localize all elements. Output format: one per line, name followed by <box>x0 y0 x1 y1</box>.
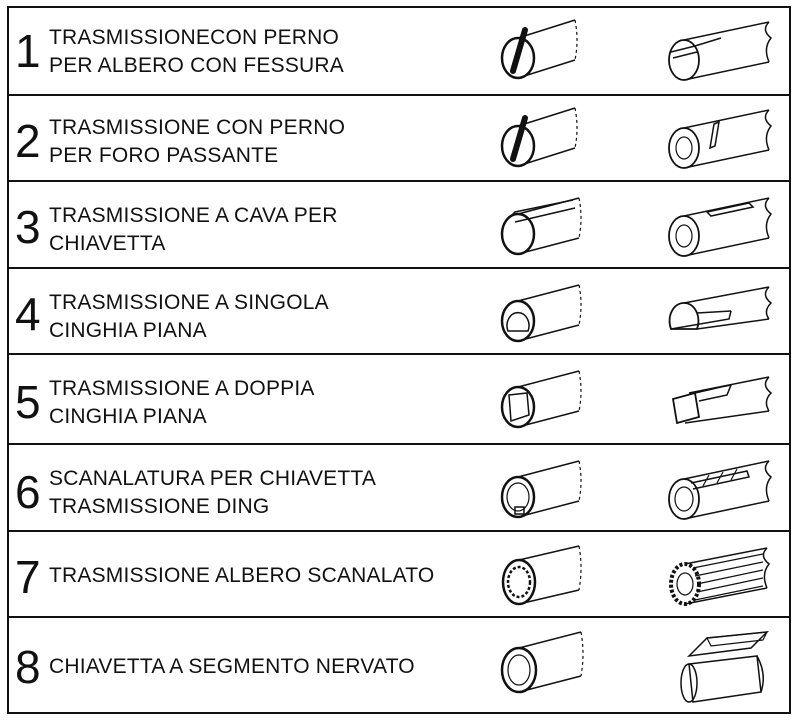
ding-keyway-bore-icon <box>493 445 593 532</box>
table-row <box>9 616 789 712</box>
row-description <box>49 465 376 521</box>
single-flat-shaft-icon <box>659 269 789 355</box>
keyed-shaft-icon <box>659 182 789 269</box>
row-number: 6 <box>15 466 41 518</box>
description-line: TRASMISSIONE ALBERO SCANALATO <box>49 564 435 587</box>
single-flat-bore-icon <box>493 269 593 355</box>
table-row <box>9 443 789 530</box>
description-line: PER ALBERO CON FESSURA <box>49 54 344 77</box>
row-number: 3 <box>15 201 41 253</box>
segment-key-bore-icon <box>493 618 593 714</box>
splined-shaft-icon <box>659 532 789 618</box>
row-description <box>49 114 345 170</box>
description-line: TRASMISSIONE A DOPPIA <box>49 377 315 400</box>
row-description <box>49 289 329 345</box>
description-line: TRASMISSIONE DING <box>49 495 270 518</box>
description-line: TRASMISSIONE A SINGOLA <box>49 291 329 314</box>
row-number: 4 <box>15 288 41 340</box>
row-description <box>49 653 415 681</box>
row-number: 5 <box>15 376 41 428</box>
row-number: 8 <box>15 641 41 693</box>
keyway-bore-icon <box>493 182 593 269</box>
pin-bore-icon <box>493 96 593 182</box>
splined-bore-icon <box>493 532 593 618</box>
description-line: TRASMISSIONE CON PERNO <box>49 116 346 139</box>
description-line: CHIAVETTA <box>49 232 166 255</box>
description-line: PER FORO PASSANTE <box>49 144 279 167</box>
description-line: CHIAVETTA A SEGMENTO NERVATO <box>49 655 415 678</box>
table-row <box>9 180 789 267</box>
table-row <box>9 94 789 180</box>
row-number: 2 <box>15 115 41 167</box>
row-description <box>49 24 344 80</box>
description-line: TRASMISSIONE A CAVA PER <box>49 204 338 227</box>
row-description <box>49 375 315 431</box>
double-flat-shaft-icon <box>659 355 789 445</box>
table-row <box>9 8 789 94</box>
description-line: CINGHIA PIANA <box>49 405 207 428</box>
table-row <box>9 530 789 616</box>
table-row <box>9 353 789 443</box>
description-line: SCANALATURA PER CHIAVETTA <box>49 467 377 490</box>
segment-key-icon <box>659 618 789 714</box>
description-line: TRASMISSIONECON PERNO <box>49 26 340 49</box>
row-number: 1 <box>15 25 41 77</box>
table-row <box>9 267 789 353</box>
row-number: 7 <box>15 551 41 603</box>
cross-hole-shaft-icon <box>659 96 789 182</box>
slotted-shaft-icon <box>659 8 789 94</box>
row-description <box>49 562 434 590</box>
ding-key-shaft-icon <box>659 445 789 532</box>
description-line: CINGHIA PIANA <box>49 319 207 342</box>
double-flat-bore-icon <box>493 355 593 445</box>
drive-types-table <box>7 6 791 714</box>
row-description <box>49 202 338 258</box>
pin-bore-icon <box>493 8 593 94</box>
